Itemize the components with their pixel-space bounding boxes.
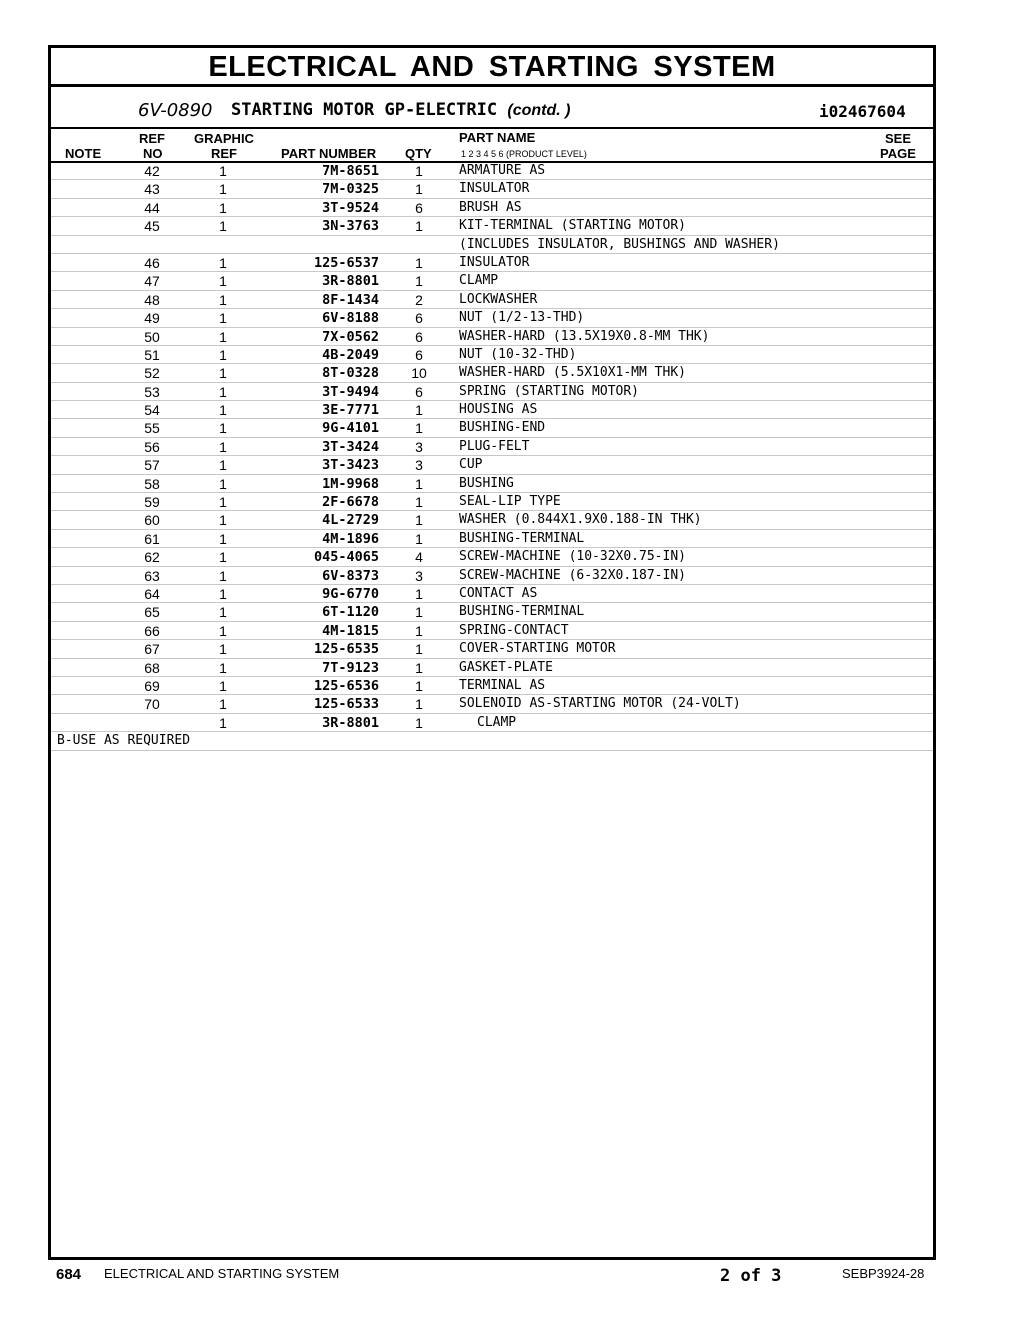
part-number: 6V-8373 [322, 567, 379, 584]
graphic-ref: 1 [219, 346, 227, 363]
table-row [51, 162, 933, 180]
part-name: BUSHING [459, 475, 514, 491]
qty: 1 [415, 218, 423, 235]
group-contd: (contd. ) [507, 102, 571, 119]
qty: 6 [415, 346, 423, 363]
graphic-ref: 1 [219, 549, 227, 566]
table-row [51, 640, 933, 658]
part-number: 3T-3423 [322, 457, 379, 474]
part-name: BRUSH AS [459, 199, 522, 215]
table-row [51, 328, 933, 346]
part-name: CLAMP [459, 273, 499, 289]
part-number: 7T-9123 [322, 659, 379, 676]
graphic-ref: 1 [219, 365, 227, 382]
part-name: INSULATOR [459, 254, 530, 270]
page-title: ELECTRICAL AND STARTING SYSTEM [51, 48, 933, 87]
table-row [51, 254, 933, 272]
part-name: WASHER-HARD (13.5X19X0.8-MM THK) [459, 328, 710, 344]
part-name: (INCLUDES INSULATOR, BUSHINGS AND WASHER) [459, 236, 780, 252]
part-name: CUP [459, 457, 483, 473]
part-name: PLUG-FELT [459, 438, 530, 454]
graphic-ref: 1 [219, 328, 227, 345]
table-row [51, 438, 933, 456]
part-number: 3R-8801 [322, 273, 379, 290]
part-name: BUSHING-END [459, 420, 546, 436]
graphic-ref: 1 [219, 677, 227, 694]
part-number: 1M-9968 [322, 475, 379, 492]
qty: 1 [415, 512, 423, 529]
qty: 1 [415, 273, 423, 290]
table-row [51, 180, 933, 198]
part-name: WASHER-HARD (5.5X10X1-MM THK) [459, 365, 686, 381]
table-row [51, 714, 933, 732]
qty: 6 [415, 310, 423, 327]
part-number: 4B-2049 [322, 346, 379, 363]
ref-no: 44 [144, 199, 160, 216]
graphic-ref: 1 [219, 696, 227, 713]
ref-no: 50 [144, 328, 160, 345]
qty: 2 [415, 291, 423, 308]
part-name: COVER-STARTING MOTOR [459, 641, 616, 657]
table-row [51, 695, 933, 713]
table-row [51, 677, 933, 695]
header-see-bottom: PAGE [880, 146, 916, 161]
part-number: 045-4065 [313, 549, 379, 566]
graphic-ref: 1 [219, 402, 227, 419]
column-headers [51, 129, 933, 163]
graphic-ref: 1 [219, 622, 227, 639]
ref-no: 54 [144, 402, 160, 419]
group-name: STARTING MOTOR GP-ELECTRIC [231, 100, 498, 120]
graphic-ref: 1 [219, 273, 227, 290]
table-row [51, 567, 933, 585]
table-row [51, 383, 933, 401]
part-name: SEAL-LIP TYPE [459, 494, 561, 510]
graphic-ref: 1 [219, 475, 227, 492]
table-row [51, 548, 933, 566]
part-number: 7X-0562 [322, 328, 379, 345]
qty: 6 [415, 328, 423, 345]
header-see-top: SEE [885, 131, 912, 146]
part-number: 9G-6770 [322, 585, 379, 602]
graphic-ref: 1 [219, 218, 227, 235]
part-name: SCREW-MACHINE (10-32X0.75-IN) [459, 549, 686, 565]
ref-no: 59 [144, 494, 160, 511]
ref-no: 43 [144, 181, 160, 198]
part-name: SCREW-MACHINE (6-32X0.187-IN) [459, 567, 686, 583]
part-number: 6V-8188 [322, 310, 379, 327]
ref-no: 65 [144, 604, 160, 621]
footer-page-of: 2 of 3 [720, 1266, 782, 1286]
part-number: 3N-3763 [322, 218, 379, 235]
table-row [51, 346, 933, 364]
table-row [51, 364, 933, 382]
part-name: INSULATOR [459, 181, 530, 197]
qty: 10 [411, 365, 427, 382]
header-ref-bottom: NO [143, 146, 163, 161]
graphic-ref: 1 [219, 604, 227, 621]
part-number: 125-6536 [313, 677, 379, 694]
part-number: 4M-1896 [322, 530, 379, 547]
table-row [51, 291, 933, 309]
illustration-id: i02467604 [819, 102, 906, 121]
ref-no: 70 [144, 696, 160, 713]
graphic-ref: 1 [219, 291, 227, 308]
table-row [51, 272, 933, 290]
qty: 1 [415, 163, 423, 179]
ref-no: 51 [144, 346, 160, 363]
qty: 1 [415, 677, 423, 694]
part-number: 3T-9524 [322, 199, 379, 216]
header-graphic-top: GRAPHIC [194, 131, 254, 146]
part-number: 7M-0325 [322, 181, 379, 198]
note-row [51, 732, 933, 750]
graphic-ref: 1 [219, 494, 227, 511]
table-row [51, 475, 933, 493]
note-text: B-USE AS REQUIRED [57, 733, 191, 749]
part-number: 4M-1815 [322, 622, 379, 639]
graphic-ref: 1 [219, 457, 227, 474]
part-name: NUT (1/2-13-THD) [459, 310, 585, 326]
qty: 6 [415, 199, 423, 216]
table-row [51, 199, 933, 217]
table-row [51, 530, 933, 548]
ref-no: 63 [144, 567, 160, 584]
qty: 1 [415, 604, 423, 621]
table-row [51, 603, 933, 621]
part-number: 7M-8651 [322, 163, 379, 179]
ref-no: 67 [144, 641, 160, 658]
graphic-ref: 1 [219, 512, 227, 529]
part-name: TERMINAL AS [459, 677, 546, 693]
part-name: BUSHING-TERMINAL [459, 530, 585, 546]
graphic-ref: 1 [219, 163, 227, 179]
graphic-ref: 1 [219, 641, 227, 658]
part-name: GASKET-PLATE [459, 659, 553, 675]
qty: 3 [415, 567, 423, 584]
part-name: BUSHING-TERMINAL [459, 604, 585, 620]
part-name: SOLENOID AS-STARTING MOTOR (24-VOLT) [459, 696, 741, 712]
ref-no: 53 [144, 383, 160, 400]
qty: 1 [415, 622, 423, 639]
header-part-name: PART NAME [459, 130, 536, 145]
part-number: 2F-6678 [322, 494, 379, 511]
part-number: 3E-7771 [322, 402, 379, 419]
part-name: CONTACT AS [459, 585, 538, 601]
part-name: KIT-TERMINAL (STARTING MOTOR) [459, 218, 686, 234]
header-note: NOTE [65, 146, 102, 161]
ref-no: 48 [144, 291, 160, 308]
footer-page-number: 684 [56, 1266, 82, 1283]
part-name: SPRING-CONTACT [459, 622, 569, 638]
graphic-ref: 1 [219, 254, 227, 271]
header-product-level: 1 2 3 4 5 6 (PRODUCT LEVEL) [461, 149, 587, 159]
table-row [51, 217, 933, 235]
table-row [51, 401, 933, 419]
graphic-ref: 1 [219, 420, 227, 437]
ref-no: 64 [144, 585, 160, 602]
qty: 1 [415, 641, 423, 658]
qty: 3 [415, 438, 423, 455]
header-graphic-bottom: REF [211, 146, 237, 161]
graphic-ref: 1 [219, 714, 227, 731]
header-qty: QTY [405, 146, 432, 161]
footer-doc-number: SEBP3924-28 [842, 1266, 925, 1281]
graphic-ref: 1 [219, 181, 227, 198]
qty: 1 [415, 420, 423, 437]
group-header [51, 87, 933, 129]
part-number: 6T-1120 [322, 604, 379, 621]
group-number: 6V-0890 [138, 100, 213, 121]
part-name: HOUSING AS [459, 402, 538, 418]
table-row [51, 236, 933, 254]
qty: 4 [415, 549, 423, 566]
catalog-frame [48, 45, 936, 1260]
table-row [51, 309, 933, 327]
qty: 3 [415, 457, 423, 474]
qty: 1 [415, 714, 423, 731]
part-number: 3T-9494 [322, 383, 379, 400]
parts-table [51, 162, 933, 751]
table-row [51, 622, 933, 640]
graphic-ref: 1 [219, 567, 227, 584]
ref-no: 69 [144, 677, 160, 694]
header-ref-top: REF [139, 131, 165, 146]
qty: 1 [415, 659, 423, 676]
ref-no: 56 [144, 438, 160, 455]
qty: 1 [415, 402, 423, 419]
part-name: LOCKWASHER [459, 291, 538, 307]
table-row [51, 585, 933, 603]
qty: 1 [415, 181, 423, 198]
qty: 1 [415, 585, 423, 602]
part-number: 9G-4101 [322, 420, 379, 437]
table-row [51, 419, 933, 437]
part-number: 4L-2729 [322, 512, 379, 529]
graphic-ref: 1 [219, 438, 227, 455]
header-part-number: PART NUMBER [281, 146, 377, 161]
part-name: SPRING (STARTING MOTOR) [459, 383, 640, 399]
table-row [51, 511, 933, 529]
graphic-ref: 1 [219, 383, 227, 400]
ref-no: 61 [144, 530, 160, 547]
ref-no: 68 [144, 659, 160, 676]
part-number: 3R-8801 [322, 714, 379, 731]
qty: 1 [415, 530, 423, 547]
ref-no: 60 [144, 512, 160, 529]
ref-no: 49 [144, 310, 160, 327]
qty: 1 [415, 475, 423, 492]
ref-no: 55 [144, 420, 160, 437]
ref-no: 62 [144, 549, 160, 566]
qty: 1 [415, 696, 423, 713]
table-row [51, 456, 933, 474]
ref-no: 45 [144, 218, 160, 235]
table-row [51, 493, 933, 511]
ref-no: 52 [144, 365, 160, 382]
graphic-ref: 1 [219, 310, 227, 327]
ref-no: 58 [144, 475, 160, 492]
graphic-ref: 1 [219, 199, 227, 216]
qty: 6 [415, 383, 423, 400]
qty: 1 [415, 494, 423, 511]
part-name: NUT (10-32-THD) [459, 346, 577, 362]
group-name-line [231, 100, 570, 120]
ref-no: 47 [144, 273, 160, 290]
graphic-ref: 1 [219, 585, 227, 602]
ref-no: 57 [144, 457, 160, 474]
graphic-ref: 1 [219, 530, 227, 547]
footer-section: ELECTRICAL AND STARTING SYSTEM [104, 1266, 340, 1281]
part-number: 125-6537 [313, 254, 379, 271]
part-number: 8T-0328 [322, 365, 379, 382]
ref-no: 42 [144, 163, 160, 179]
qty: 1 [415, 254, 423, 271]
ref-no: 46 [144, 254, 160, 271]
part-number: 8F-1434 [322, 291, 379, 308]
part-name: WASHER (0.844X1.9X0.188-IN THK) [459, 512, 702, 528]
part-number: 125-6533 [313, 696, 379, 713]
part-name: ARMATURE AS [459, 163, 546, 178]
part-name: CLAMP [477, 714, 517, 730]
part-number: 3T-3424 [322, 438, 379, 455]
table-row [51, 659, 933, 677]
graphic-ref: 1 [219, 659, 227, 676]
ref-no: 66 [144, 622, 160, 639]
part-number: 125-6535 [313, 641, 379, 658]
